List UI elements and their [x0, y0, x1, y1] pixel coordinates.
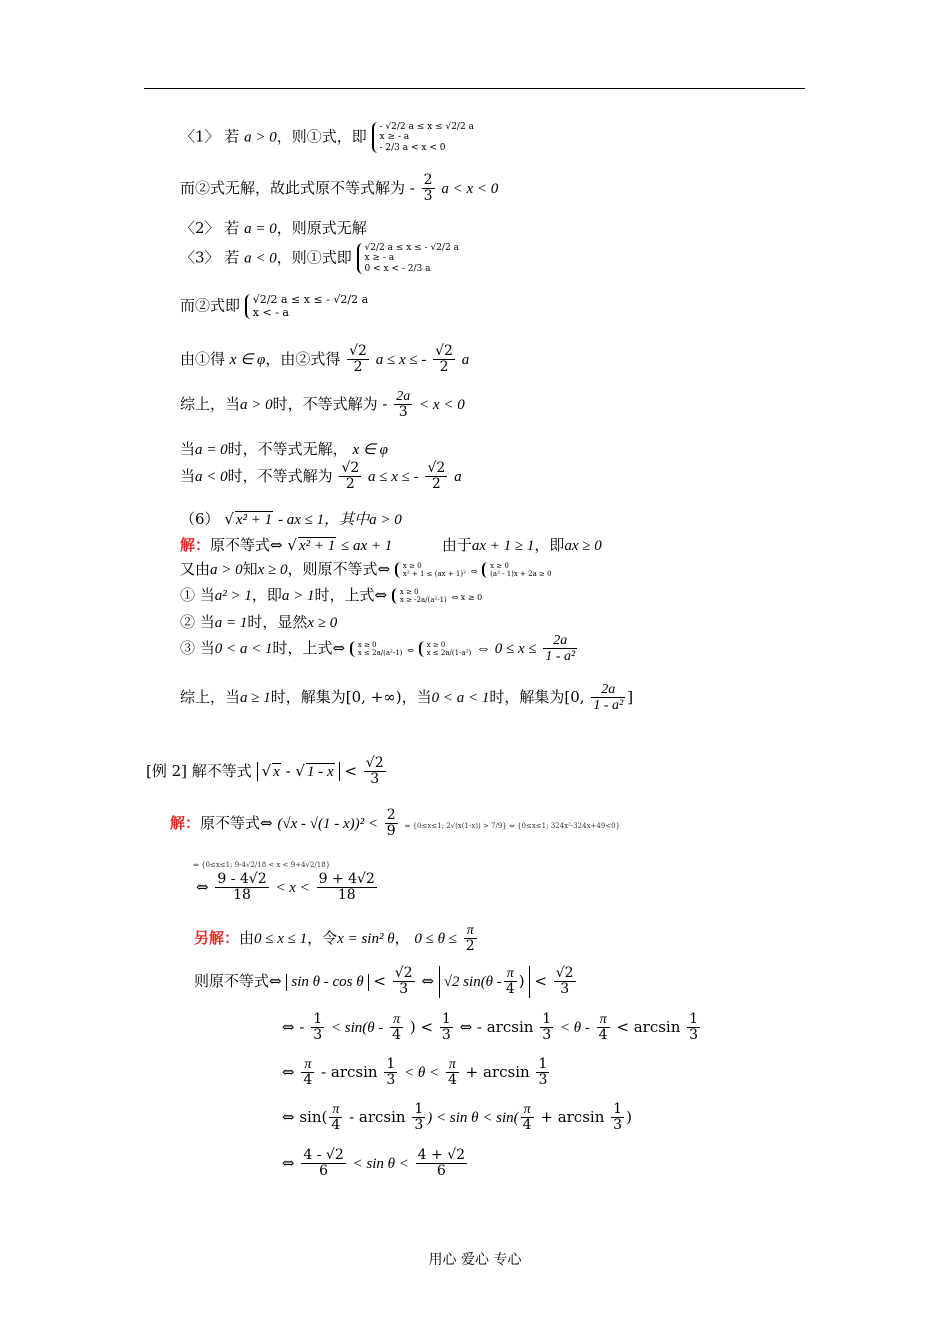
case-2-cond: a = 0: [244, 221, 277, 237]
summary-line-3: 当a < 0时，不等式解为 $\frac{√2}{2}$ a ≤ x ≤ - $\frac{√2}{2}$ a: [180, 460, 462, 493]
frac-num: √2: [555, 965, 574, 981]
frac-num: 9 + 4√2: [318, 871, 375, 887]
frac-den: 3: [613, 1117, 623, 1134]
text-a: ② 当: [180, 613, 215, 631]
tail: < x < 0: [419, 396, 465, 413]
text-b: 时，不等式无解，: [227, 440, 348, 458]
frac-num: 2a: [396, 389, 411, 404]
frac-num: √2: [394, 965, 413, 981]
frac-num: 4 + √2: [417, 1147, 466, 1163]
fraction: [543, 633, 577, 665]
text-d: + arcsin: [540, 1107, 605, 1126]
second-eq-system: [245, 294, 368, 319]
case-2-line: [180, 217, 367, 238]
text-f: 0 ≤ θ ≤: [414, 930, 457, 947]
text-f: ⇔ x ≥ 0: [451, 593, 483, 602]
text-f: < arcsin: [616, 1017, 681, 1036]
alt-label: 另解：: [194, 928, 240, 947]
frac-num: 1: [441, 1011, 451, 1027]
example-label: [例 2] 解不等式: [146, 761, 252, 780]
sqrt-expr: x² + 1: [298, 538, 336, 554]
text-d: ⇔ 0 ≤ x ≤: [475, 640, 537, 657]
text-c: < θ <: [404, 1064, 440, 1081]
frac-num: √2: [365, 755, 384, 771]
frac-den: 4: [303, 1072, 313, 1089]
text-a: 则原不等式⇔: [194, 971, 282, 990]
text-d: ⇔ - arcsin: [459, 1017, 534, 1036]
text-c: 知: [242, 560, 258, 578]
fraction: [554, 966, 576, 998]
fraction: [687, 1012, 700, 1044]
solution-line-2: 又由a > 0知x ≥ 0，则原不等式⇔ x ≥ 0 x² + 1 ≤ (ax + 1)² ⇔ x ≥ 0 (a² - 1)x + 2a ≥ 0: [180, 560, 552, 578]
iff: ⇔: [421, 971, 434, 990]
fraction: [215, 872, 268, 904]
abs-expr: sin θ - cos θ: [286, 974, 368, 991]
frac-num: 1: [386, 1056, 396, 1072]
fraction: [611, 1102, 624, 1134]
case-1-system: [372, 122, 474, 153]
frac-num: π: [446, 1057, 459, 1073]
text-a: 原不等式⇔: [200, 813, 273, 832]
cond: a = 0: [195, 442, 228, 458]
small-system: [419, 641, 472, 657]
system-row: x ≥ - a: [379, 132, 410, 143]
frac-num: π: [504, 966, 517, 982]
system-row: x² + 1 ≤ (ax + 1)²: [402, 570, 466, 578]
frac-den: 4: [447, 1072, 457, 1089]
fraction: [536, 1057, 549, 1089]
fraction: [329, 1102, 342, 1134]
text-a: 由: [239, 928, 255, 947]
abs-expr: [439, 966, 530, 998]
frac-den: 3: [441, 1027, 451, 1044]
text-c: <: [373, 971, 386, 990]
frac-den: 3: [414, 1117, 424, 1134]
case-1-label: 〈1〉 若: [180, 127, 240, 146]
small-system: [482, 562, 551, 578]
sqrt-1mx: 1 - x: [306, 763, 334, 780]
problem-6-line: （6） √ x² + 1 - ax ≤ 1，其中a > 0: [180, 510, 402, 528]
line-text: 而②式即: [180, 296, 241, 315]
frac-num: 1: [414, 1101, 424, 1117]
case-3-label: 〈3〉 若: [180, 248, 240, 267]
line-tail: a < x < 0: [441, 180, 499, 197]
text-f: ax ≥ 0: [564, 538, 602, 554]
fraction: [446, 1057, 459, 1089]
alt-step-5: [282, 1148, 469, 1180]
text-d: a > 1: [281, 588, 315, 604]
frac-den: 18: [337, 887, 356, 904]
fraction: [311, 1012, 324, 1044]
case-3-cond: a < 0: [244, 250, 277, 267]
frac-den: 4: [331, 1117, 341, 1134]
summary-line-2: [180, 438, 388, 459]
text-b: - ax ≤ 1，其中: [277, 512, 370, 528]
alt-step-3: [282, 1057, 551, 1089]
solution-label: 解：: [180, 536, 211, 554]
frac-den: 4: [522, 1117, 532, 1134]
text-a: ⇔ sin(: [282, 1107, 328, 1126]
text-f: 0 < a < 1: [431, 689, 490, 706]
text-c: 时，显然: [247, 613, 308, 631]
fraction: [317, 872, 377, 904]
frac-den: 3: [399, 981, 409, 998]
text-d: + arcsin: [465, 1062, 530, 1081]
frac-den: 18: [233, 887, 251, 904]
frac-num: π: [329, 1102, 342, 1118]
fraction: [364, 756, 386, 788]
fraction: [390, 1012, 403, 1044]
text-b: < sin θ <: [352, 1155, 409, 1172]
system-row: x ≤ 2a/(a²-1): [357, 648, 403, 657]
text-a: 综上，当: [180, 394, 241, 413]
text-e: ，: [394, 928, 410, 947]
text-d: x = sin² θ: [337, 930, 395, 947]
text-b: 0 < a < 1: [214, 640, 273, 657]
text-a: ⇔ -: [282, 1017, 305, 1036]
solution-case-2: [180, 611, 337, 632]
text-a: 综上，当: [180, 687, 241, 706]
tiny-derivation-2: [193, 853, 330, 871]
text-c: 时，上式⇔: [272, 638, 346, 657]
small-system: [350, 641, 403, 657]
frac-num: 4 - √2: [303, 1147, 344, 1163]
text-c: ) <: [409, 1017, 434, 1036]
text-a: 当: [180, 440, 196, 458]
solution-label: 解：: [170, 813, 201, 832]
text-h: [0,: [564, 687, 585, 706]
text-g: 时，解集为: [489, 687, 565, 706]
alt-step-2: [282, 1012, 702, 1044]
text-b: 时，不等式解为: [227, 466, 333, 485]
frac-den: 6: [319, 1163, 328, 1180]
case-1-mid: ，则①式，即: [276, 127, 367, 146]
text-a: 原不等式⇔: [210, 536, 283, 554]
fraction: [597, 1012, 610, 1044]
frac-num: π: [464, 923, 477, 939]
system-row: (a² - 1)x + 2a ≥ 0: [490, 570, 552, 578]
system-row: 0 < x < - 2/3 a: [364, 263, 431, 274]
text-b: - arcsin: [349, 1107, 406, 1126]
system-row: x ≥ 0: [490, 561, 509, 570]
fraction: [504, 966, 517, 998]
sqrt-x: x: [273, 763, 280, 780]
text-a: ③ 当: [180, 638, 215, 657]
frac-num: π: [301, 1057, 314, 1073]
text-b: a = 1: [214, 615, 248, 631]
frac-den: 1 - a²: [593, 698, 624, 714]
text-b: a > 0: [210, 562, 243, 578]
frac-den: 6: [436, 1163, 446, 1180]
text-c: x ∈ φ: [352, 442, 388, 458]
text-c: ，令: [307, 928, 338, 947]
fraction: $\frac{√2}{2}$: [349, 343, 367, 376]
text-b: < sin(θ -: [330, 1019, 384, 1036]
fraction: [464, 923, 477, 955]
frac-den: 3: [386, 1072, 396, 1089]
frac-den: 1 - a²: [545, 649, 576, 665]
iff: ⇔: [196, 877, 209, 896]
frac-num: 1: [613, 1101, 623, 1117]
text-e: < θ -: [559, 1019, 590, 1036]
system-row: - √2/2 a ≤ x ≤ √2/2 a: [379, 122, 474, 132]
small-system: [392, 588, 447, 604]
text-e: √2 sin(θ -: [443, 973, 502, 990]
text-e: ，则原不等式⇔: [287, 560, 391, 578]
system-row: √2/2 a ≤ x ≤ - √2/2 a: [252, 293, 369, 306]
text-c: 由于: [441, 536, 472, 554]
text-e: ，当: [401, 687, 432, 706]
text-b: (√x - √(1 - x))² <: [277, 815, 378, 832]
frac-num: 1: [542, 1011, 552, 1027]
tiny-derivation: ⇔ {0≤x≤1; 2√(x(1-x)) > 7/9} ⇔ {0≤x≤1; 324x²-324x+49<0}: [404, 821, 621, 830]
text-e: ，即: [534, 536, 565, 554]
cond: a < 0: [195, 468, 228, 485]
system-row: x ≥ 0: [402, 561, 422, 570]
fraction: [440, 1012, 453, 1044]
fraction: $\frac{√2}{2}$: [341, 460, 360, 493]
text-i: ]: [627, 687, 634, 706]
case-3-mid: ，则①式即: [276, 248, 352, 267]
frac-num: π: [597, 1012, 610, 1028]
fraction: [385, 808, 398, 840]
system-row: x ≥ 0: [399, 587, 419, 596]
frac-den: 4: [392, 1027, 402, 1044]
text-c: 时，解集为: [270, 687, 346, 706]
line-text: 而②式无解，故此式原不等式解为: [180, 178, 406, 197]
fraction: [301, 1148, 345, 1180]
system-row: √2/2 a ≤ x ≤ - √2/2 a: [364, 243, 459, 253]
system-row: x ≤ 2a/(1-a²): [426, 648, 472, 657]
small-system: [395, 562, 466, 578]
system-row: - 2/3 a < x < 0: [379, 142, 446, 153]
case-1-line: [180, 122, 474, 153]
summary-line-1: [180, 389, 465, 421]
text-c: ) < sin θ < sin(: [427, 1109, 519, 1126]
abs-expr: √ x - √ 1 - x: [257, 762, 340, 781]
text-a: ① 当: [180, 586, 215, 604]
system-row: x ≥ - a: [364, 253, 395, 264]
frac-den: 3: [689, 1027, 699, 1044]
text-b: ≤ ax + 1: [341, 538, 393, 554]
frac-den: 4: [505, 981, 515, 998]
text-a: （6）: [180, 510, 220, 528]
frac-den: 2: [465, 938, 475, 955]
case-1-cond: a > 0: [244, 129, 277, 146]
text-c: ，即: [251, 586, 282, 604]
example-2-line: [146, 756, 388, 788]
solution-summary: [180, 682, 633, 714]
fraction: [384, 1057, 397, 1089]
text-b: 0 ≤ x ≤ 1: [254, 930, 308, 947]
second-eq-line: [180, 294, 368, 319]
alt-step-4: [282, 1102, 632, 1134]
text-b: a ≥ 1: [240, 689, 271, 706]
fraction: [591, 682, 625, 714]
case-2-tail: ，则原式无解: [276, 219, 367, 237]
fraction: $\frac{√2}{2}$: [435, 343, 453, 376]
frac-den: 3: [560, 981, 570, 998]
frac-den: 3: [538, 1072, 548, 1089]
system-row: x ≥ 0: [357, 640, 377, 649]
solution-case-3: ③ 当0 < a < 1时，上式⇔ x ≥ 0 x ≤ 2a/(a²-1) ⇔ x ≥ 0 x ≤ 2a/(1-a²) ⇔ 0 ≤ x ≤ $\frac{2a}{\text{1 - a²}}$: [180, 633, 576, 665]
frac-num: 2a: [543, 633, 577, 649]
frac-num: 1: [538, 1056, 548, 1072]
case-3-system: [357, 243, 459, 274]
text-b: x ∈ φ: [229, 351, 266, 368]
text-c: <: [534, 971, 547, 990]
text-e: 时，上式⇔: [314, 586, 388, 604]
text-a: 由①得: [180, 349, 226, 368]
frac-den: 3: [542, 1027, 552, 1044]
example-2-solution: [170, 808, 620, 840]
frac-num: π: [390, 1012, 403, 1028]
text-a: 当: [180, 466, 196, 485]
solution-line-1: 解：原不等式⇔ √ x² + 1 ≤ ax + 1 由于ax + 1 ≥ 1，即ax ≥ 0: [180, 536, 602, 554]
frac-den: 3: [313, 1027, 323, 1044]
header-rule: [144, 88, 805, 89]
text-d: ax + 1 ≥ 1: [471, 538, 535, 554]
case-2-label: 〈2〉 若: [180, 219, 240, 237]
text-a: ⇔: [282, 1153, 295, 1172]
page-footer: 用心 爱心 专心: [428, 1252, 522, 1268]
fraction: [416, 1148, 467, 1180]
frac-num: 1: [313, 1011, 323, 1027]
text-d: x ≥ 0: [257, 562, 288, 578]
text-a: 又由: [180, 560, 211, 578]
system-row: x ≥ 0: [426, 640, 446, 649]
derive-line: 由①得 x ∈ φ，由②式得 $\frac{√2}{2}$ a ≤ x ≤ - $\frac{√2}{2}$ a: [180, 343, 470, 376]
frac-num: 9 - 4√2: [217, 871, 267, 887]
text-a: ⇔: [282, 1062, 295, 1081]
fraction: [394, 389, 412, 421]
text-b: 时，不等式解为 -: [272, 394, 388, 413]
no-solution-line: 而②式无解，故此式原不等式解为 - $\frac{2}{3}$ a < x < 0: [180, 172, 499, 205]
alt-step-1: [194, 966, 578, 998]
cond: a > 0: [240, 396, 273, 413]
sqrt-expr: x² + 1: [235, 512, 273, 528]
fraction: $\frac{√2}{2}$: [427, 460, 446, 493]
text-b: a² > 1: [214, 588, 252, 604]
system-row: x ≥ -2a/(a²-1): [399, 596, 447, 604]
fraction: [540, 1012, 553, 1044]
text-d: [0, +∞): [345, 687, 402, 706]
frac-num: 2: [386, 807, 396, 823]
tiny-derivation: ⇔ {0≤x≤1; 9-4√2/18 < x < 9+4√2/18}: [193, 861, 331, 869]
text-c: ，由②式得: [265, 349, 341, 368]
system-row: x < - a: [252, 305, 289, 319]
fraction: [393, 966, 415, 998]
solution-case-1: [180, 584, 482, 605]
fraction: $\frac{2}{3}$: [423, 172, 433, 205]
frac-den: 4: [598, 1027, 608, 1044]
frac-num: 2a: [591, 682, 625, 698]
fraction: [521, 1102, 534, 1134]
lt: <: [344, 761, 357, 780]
frac-num: 1: [689, 1011, 699, 1027]
frac-num: π: [521, 1102, 534, 1118]
frac-den: 3: [370, 771, 380, 788]
text-c: a > 0: [369, 512, 402, 528]
frac-den: 3: [398, 404, 408, 421]
case-3-line: [180, 243, 459, 274]
text-d: x ≥ 0: [307, 615, 338, 631]
alt-solution-line: [194, 923, 479, 955]
text-f: ): [518, 971, 525, 990]
mid: < x <: [275, 879, 310, 896]
fraction: [412, 1102, 425, 1134]
text-e: ): [626, 1107, 632, 1126]
fraction: [301, 1057, 314, 1089]
text-b: - arcsin: [321, 1062, 378, 1081]
frac-den: 9: [386, 823, 396, 840]
solution-result: [196, 872, 379, 904]
